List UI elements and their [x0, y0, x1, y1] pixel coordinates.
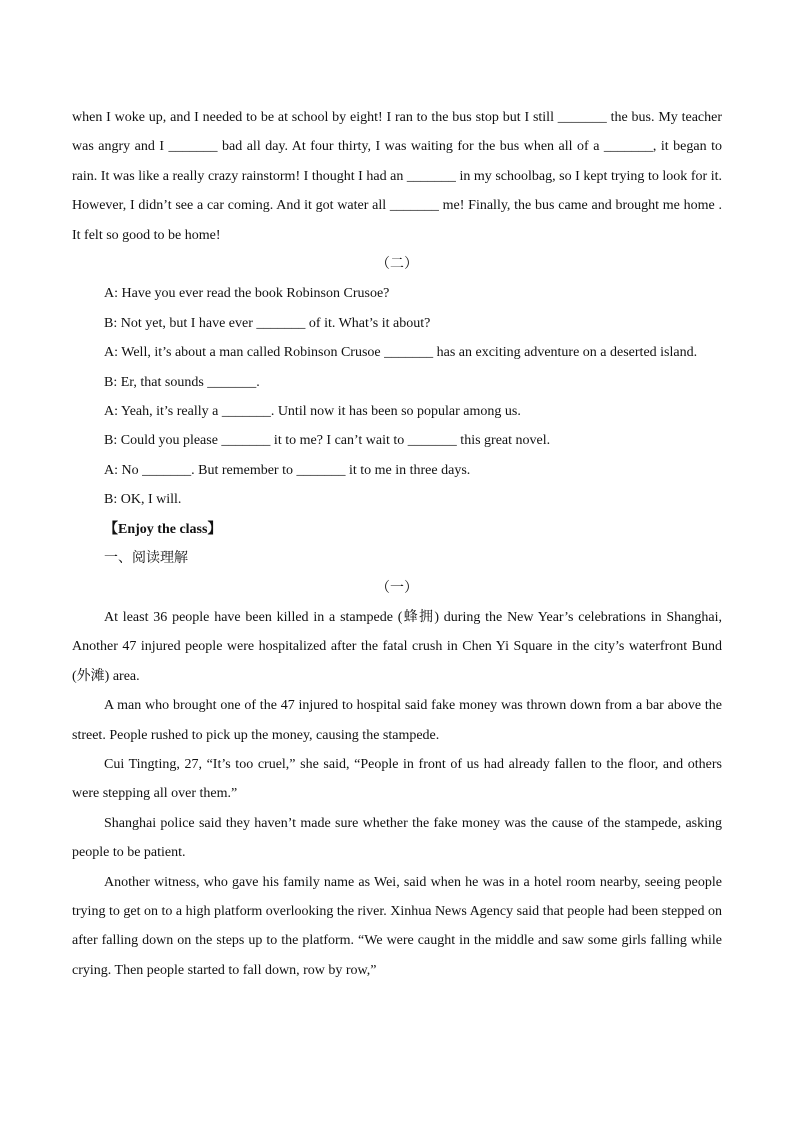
- section-two-heading: （二）: [376, 256, 418, 273]
- page-content: [72, 103, 722, 985]
- article-paragraph-4: Shanghai police said they haven’t made sure whether the fake money was the cause of the stampede, asking people to be patient.: [72, 815, 722, 861]
- enjoy-class-title: 【Enjoy the class】: [104, 521, 222, 537]
- part-one-heading: （一）: [376, 579, 418, 596]
- article-paragraph-5: Another witness, who gave his family name as Wei, said when he was in a hotel room nearby, seeing people trying to get on to a high platform overlooking the river. Xinhua News Agency said that people had been stepped on after falling down on the steps up to the platform. “We were caught in the middle and saw some girls falling while crying. Then people started to fall down, row by row,”: [72, 874, 722, 978]
- dialogue-line-3: A: Well, it’s about a man called Robinson Crusoe _______ has an exciting adventure on a deserted island.: [104, 345, 698, 361]
- passage-paragraph: when I woke up, and I needed to be at school by eight! I ran to the bus stop but I still _______ the bus. My teacher was angry and I _______ bad all day. At four thirty, I was waiting for the bus when all of a _______, it began to rain. It was like a really crazy rainstorm! I thought I had an _______ in my schoolbag, so I kept trying to look for it. However, I didn’t see a car coming. And it got water all _______ me! Finally, the bus came and brought me home . It felt so good to be home!: [72, 110, 722, 243]
- dialogue-line-2: B: Not yet, but I have ever _______ of it. What’s it about?: [104, 315, 431, 331]
- article-paragraph-3: Cui Tingting, 27, “It’s too cruel,” she said, “People in front of us had already fallen to the floor, and others were stepping all over them.”: [72, 756, 722, 802]
- article-paragraph-2: A man who brought one of the 47 injured to hospital said fake money was thrown down from a bar above the street. People rushed to pick up the money, causing the stampede.: [72, 698, 722, 743]
- article-paragraph-1: At least 36 people have been killed in a stampede (蜂拥) during the New Year’s celebrations in Shanghai, Another 47 injured people were hospitalized after the fatal crush in Chen Yi Square in the city’s waterfront Bund (外滩) area.: [72, 609, 722, 684]
- dialogue-line-4: B: Er, that sounds _______.: [104, 374, 260, 390]
- dialogue-line-8: B: OK, I will.: [104, 492, 182, 508]
- reading-comprehension-subtitle: 一、阅读理解: [104, 550, 188, 567]
- dialogue-line-6: B: Could you please _______ it to me? I can’t wait to _______ this great novel.: [104, 433, 551, 449]
- dialogue-line-1: A: Have you ever read the book Robinson Crusoe?: [104, 286, 390, 302]
- dialogue-line-5: A: Yeah, it’s really a _______. Until now it has been so popular among us.: [104, 404, 521, 420]
- dialogue-line-7: A: No _______. But remember to _______ it to me in three days.: [104, 462, 471, 478]
